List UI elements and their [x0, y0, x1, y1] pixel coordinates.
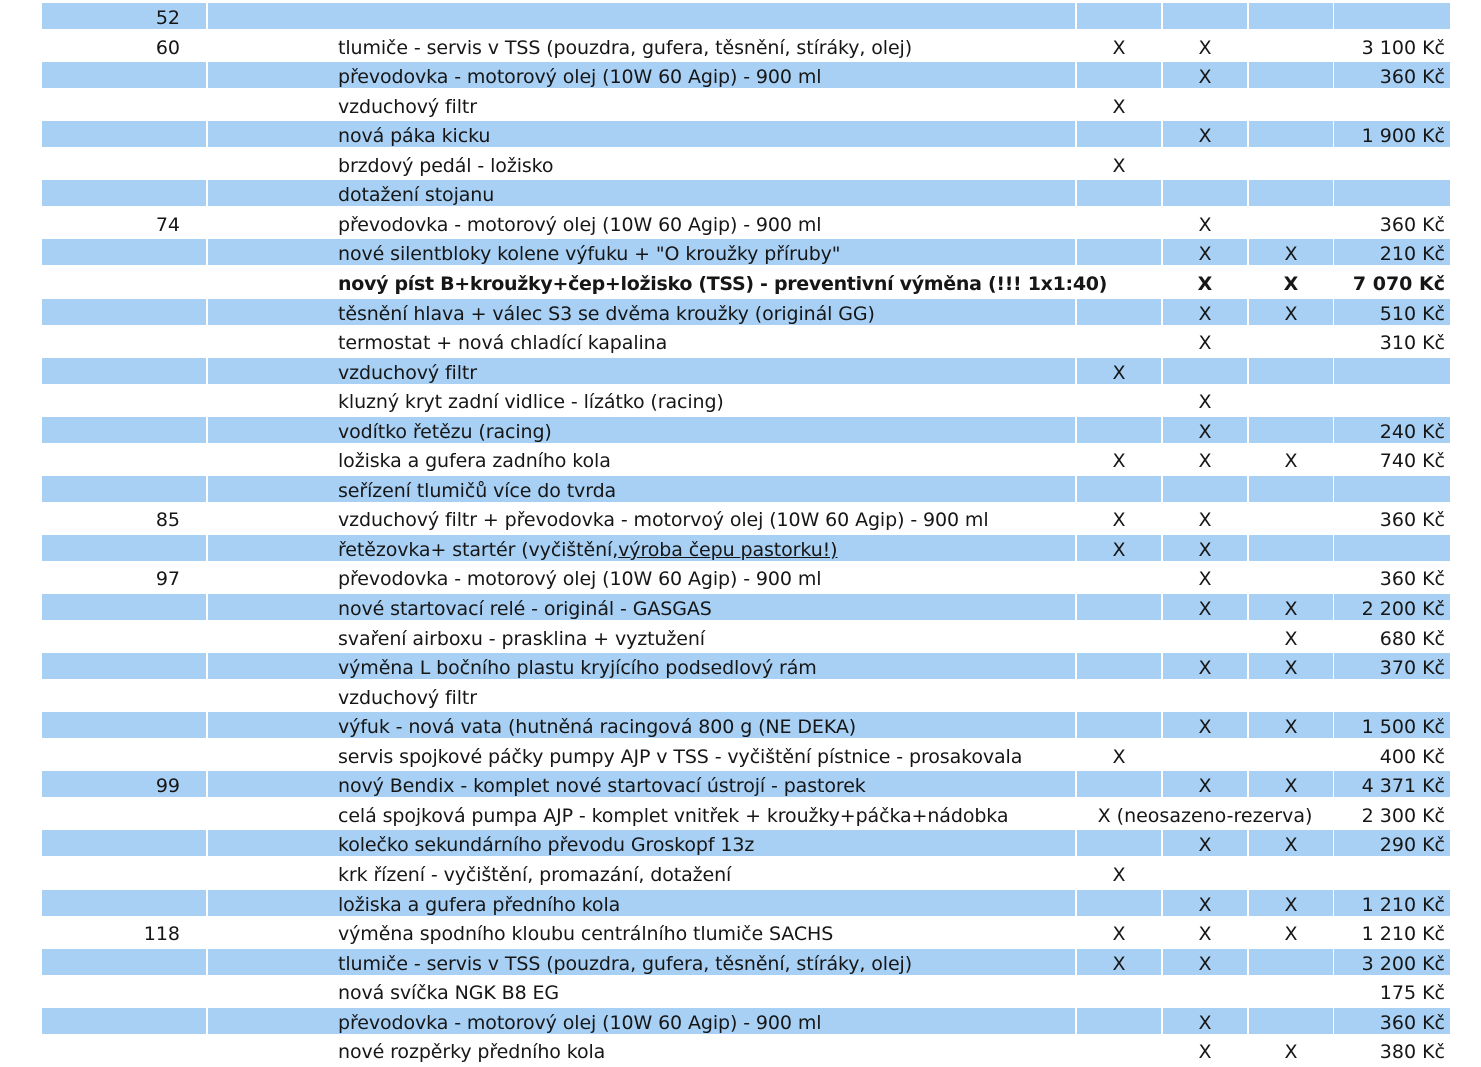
- engine-hours-cell: [42, 387, 206, 413]
- mark-cell-3: [1249, 180, 1333, 206]
- price-cell: 290 Kč: [1334, 830, 1450, 856]
- mark-cell-3: [1249, 387, 1333, 413]
- mark-cell-2: X: [1163, 949, 1247, 975]
- engine-hours-cell: [42, 62, 206, 88]
- mark-cell-2: X: [1198, 568, 1212, 590]
- price-cell: 2 200 Kč: [1334, 594, 1450, 620]
- table-row: [42, 742, 1450, 768]
- engine-hours-cell: [42, 151, 206, 177]
- description-cell: krk řízení - vyčištění, promazání, dotažení: [338, 864, 732, 886]
- mark-cell-1: [1077, 3, 1161, 29]
- description-cell: převodovka - motorový olej (10W 60 Agip) - 900 ml: [208, 1008, 1075, 1034]
- table-row: [42, 860, 1450, 886]
- mark-cell-2: [1163, 3, 1247, 29]
- mark-cell-1: X: [1112, 155, 1126, 177]
- mark-cell-2: X: [1163, 890, 1247, 916]
- mark-cell-1: [1077, 890, 1161, 916]
- price-cell: 360 Kč: [1379, 568, 1445, 590]
- engine-hours-cell: [42, 949, 206, 975]
- description-cell: [208, 3, 1075, 29]
- table-row: [42, 269, 1450, 295]
- price-cell: 360 Kč: [1334, 62, 1450, 88]
- table-row: [42, 210, 1450, 236]
- description-cell: svaření airboxu - prasklina + vyztužení: [338, 628, 705, 650]
- engine-hours-cell: 74: [155, 214, 180, 236]
- mark-cell-2: X: [1163, 830, 1247, 856]
- mark-cell-2: X: [1163, 653, 1247, 679]
- mark-cell-1: [1077, 180, 1161, 206]
- mark-cell-1: [1077, 239, 1161, 265]
- mark-cell-1: X: [1077, 949, 1161, 975]
- mark-cell-2: X: [1163, 535, 1247, 561]
- mark-cell-1: [1077, 1008, 1161, 1034]
- table-row: [42, 387, 1450, 413]
- mark-cell-3: [1249, 978, 1333, 1004]
- mark-cell-3: [1249, 683, 1333, 709]
- mark-cell-2: [1163, 358, 1247, 384]
- description-cell: celá spojková pumpa AJP - komplet vnitřek + kroužky+páčka+nádobka: [338, 805, 1009, 827]
- price-cell: 360 Kč: [1379, 214, 1445, 236]
- table-row: [42, 624, 1450, 650]
- mark-cell-2: X: [1163, 1008, 1247, 1034]
- engine-hours-cell: [42, 801, 206, 827]
- description-cell: výměna spodního kloubu centrálního tlumiče SACHS: [338, 923, 834, 945]
- mark-cell-3: [1249, 564, 1333, 590]
- engine-hours-cell: [42, 535, 206, 561]
- mark-cell-1: X: [1077, 358, 1161, 384]
- reserve-note: X (neosazeno-rezerva): [1097, 805, 1313, 827]
- price-cell: [1334, 860, 1450, 886]
- description-cell: nová páka kicku: [208, 121, 1075, 147]
- table-row: [42, 476, 1450, 502]
- table-row: [42, 949, 1450, 975]
- description-cell: vodítko řetězu (racing): [208, 417, 1075, 443]
- engine-hours-cell: [42, 742, 206, 768]
- description-cell: vzduchový filtr: [208, 358, 1075, 384]
- engine-hours-cell: [42, 417, 206, 443]
- table-row: [42, 505, 1450, 531]
- mark-cell-3: [1249, 328, 1333, 354]
- mark-cell-1: [1077, 476, 1161, 502]
- engine-hours-cell: [42, 446, 206, 472]
- mark-cell-2: [1163, 860, 1247, 886]
- engine-hours-cell: [42, 269, 206, 295]
- description-cell: nová svíčka NGK B8 EG: [338, 982, 560, 1004]
- engine-hours-cell: [42, 890, 206, 916]
- table-row: [42, 417, 1450, 443]
- table-row: [42, 299, 1450, 325]
- engine-hours-cell: 85: [155, 509, 180, 531]
- mark-cell-3: X: [1249, 299, 1333, 325]
- description-cell: seřízení tlumičů více do tvrda: [208, 476, 1075, 502]
- table-row: [42, 62, 1450, 88]
- mark-cell-3: [1249, 62, 1333, 88]
- engine-hours-cell: [42, 1037, 206, 1063]
- mark-cell-2: X: [1198, 509, 1212, 531]
- table-row: [42, 978, 1450, 1004]
- mark-cell-2: [1163, 742, 1247, 768]
- engine-hours-cell: [42, 358, 206, 384]
- mark-cell-3: [1249, 505, 1333, 531]
- description-cell: výměna L bočního plastu kryjícího podsedlový rám: [208, 653, 1075, 679]
- table-row: [42, 683, 1450, 709]
- description-cell: převodovka - motorový olej (10W 60 Agip) - 900 ml: [338, 214, 822, 236]
- mark-cell-2: X: [1198, 450, 1212, 472]
- mark-cell-1: [1077, 771, 1161, 797]
- mark-cell-3: X: [1284, 923, 1298, 945]
- engine-hours-cell: 97: [155, 568, 180, 590]
- mark-cell-3: [1249, 476, 1333, 502]
- engine-hours-cell: [42, 1008, 206, 1034]
- price-cell: [1334, 535, 1450, 561]
- mark-cell-1: [1077, 62, 1161, 88]
- engine-hours-cell: [42, 239, 206, 265]
- price-cell: 680 Kč: [1379, 628, 1445, 650]
- mark-cell-2: X: [1163, 239, 1247, 265]
- price-cell: 2 300 Kč: [1361, 805, 1445, 827]
- description-cell: servis spojkové páčky pumpy AJP v TSS - vyčištění pístnice - prosakovala: [338, 746, 1023, 768]
- table-row: [42, 328, 1450, 354]
- description-cell: dotažení stojanu: [208, 180, 1075, 206]
- mark-cell-3: X: [1283, 273, 1299, 295]
- mark-cell-1: [1077, 387, 1161, 413]
- mark-cell-2: X: [1198, 1041, 1212, 1063]
- mark-cell-3: [1249, 417, 1333, 443]
- mark-cell-2: [1163, 476, 1247, 502]
- price-cell: [1334, 476, 1450, 502]
- mark-cell-2: [1163, 151, 1247, 177]
- mark-cell-1: X: [1112, 864, 1126, 886]
- description-cell: ložiska a gufera předního kola: [208, 890, 1075, 916]
- price-cell: 360 Kč: [1379, 509, 1445, 531]
- mark-cell-2: X: [1198, 391, 1212, 413]
- mark-cell-3: X: [1249, 653, 1333, 679]
- price-cell: 210 Kč: [1334, 239, 1450, 265]
- table-row: [42, 239, 1450, 265]
- mark-cell-3: [1249, 535, 1333, 561]
- mark-cell-1: [1077, 269, 1161, 295]
- description-cell: nový píst B+kroužky+čep+ložisko (TSS) - preventivní výměna (!!! 1x1:40): [338, 273, 1108, 295]
- description-cell: vzduchový filtr + převodovka - motorvoý olej (10W 60 Agip) - 900 ml: [338, 509, 989, 531]
- table-row: [42, 33, 1450, 59]
- price-cell: 360 Kč: [1334, 1008, 1450, 1034]
- mark-cell-2: X: [1163, 771, 1247, 797]
- description-cell: převodovka - motorový olej (10W 60 Agip) - 900 ml: [208, 62, 1075, 88]
- price-cell: 310 Kč: [1379, 332, 1445, 354]
- mark-cell-3: X: [1249, 239, 1333, 265]
- engine-hours-cell: [42, 683, 206, 709]
- mark-cell-3: X: [1284, 628, 1298, 650]
- engine-hours-cell: [42, 712, 206, 738]
- mark-cell-1: [1077, 1037, 1161, 1063]
- price-cell: [1334, 387, 1450, 413]
- price-cell: 1 900 Kč: [1334, 121, 1450, 147]
- price-cell: 1 210 Kč: [1334, 890, 1450, 916]
- mark-cell-3: [1249, 151, 1333, 177]
- engine-hours-cell: [42, 860, 206, 886]
- price-cell: [1334, 92, 1450, 118]
- description-cell: výfuk - nová vata (hutněná racingová 800 g (NE DEKA): [208, 712, 1075, 738]
- description-cell: převodovka - motorový olej (10W 60 Agip) - 900 ml: [338, 568, 822, 590]
- description-cell: tlumiče - servis v TSS (pouzdra, gufera, těsnění, stíráky, olej): [338, 37, 913, 59]
- mark-cell-1: X: [1112, 746, 1126, 768]
- mark-cell-2: [1163, 92, 1247, 118]
- engine-hours-cell: [42, 299, 206, 325]
- table-row: [42, 180, 1450, 206]
- mark-cell-2: X: [1163, 299, 1247, 325]
- price-cell: [1334, 683, 1450, 709]
- description-cell: kolečko sekundárního převodu Groskopf 13z: [208, 830, 1075, 856]
- mark-cell-1: [1077, 712, 1161, 738]
- price-cell: [1334, 151, 1450, 177]
- mark-cell-3: X: [1284, 450, 1298, 472]
- mark-cell-1: [1077, 594, 1161, 620]
- table-row: [42, 564, 1450, 590]
- mark-cell-3: [1249, 33, 1333, 59]
- mark-cell-3: [1249, 358, 1333, 384]
- description-underlined-text: výroba čepu pastorku!): [618, 539, 838, 561]
- mark-cell-3: X: [1249, 594, 1333, 620]
- description-cell: nové silentbloky kolene výfuku + "O kroužky příruby": [208, 239, 1075, 265]
- mark-cell-3: X: [1249, 890, 1333, 916]
- price-cell: 175 Kč: [1379, 982, 1445, 1004]
- mark-cell-3: [1249, 1008, 1333, 1034]
- engine-hours-cell: [42, 180, 206, 206]
- mark-cell-2: X: [1163, 712, 1247, 738]
- mark-cell-3: X: [1284, 1041, 1298, 1063]
- table-row: [42, 653, 1450, 679]
- engine-hours-cell: 118: [143, 923, 180, 945]
- mark-cell-3: X: [1249, 830, 1333, 856]
- price-cell: 240 Kč: [1334, 417, 1450, 443]
- price-cell: 510 Kč: [1334, 299, 1450, 325]
- description-cell: nový Bendix - komplet nové startovací ústrojí - pastorek: [208, 771, 1075, 797]
- description-cell: vzduchový filtr: [338, 687, 477, 709]
- description-cell: ložiska a gufera zadního kola: [338, 450, 611, 472]
- mark-cell-2: X: [1198, 37, 1212, 59]
- mark-cell-1: X: [1112, 96, 1126, 118]
- price-cell: 7 070 Kč: [1352, 273, 1445, 295]
- mark-cell-2: X: [1163, 417, 1247, 443]
- table-row: [42, 358, 1450, 384]
- description-cell: nové rozpěrky předního kola: [338, 1041, 606, 1063]
- mark-cell-1: [1077, 653, 1161, 679]
- price-cell: 3 200 Kč: [1334, 949, 1450, 975]
- table-row: [42, 712, 1450, 738]
- engine-hours-cell: [42, 653, 206, 679]
- mark-cell-1: [1077, 328, 1161, 354]
- engine-hours-cell: [42, 594, 206, 620]
- mark-cell-2: X: [1163, 121, 1247, 147]
- mark-cell-1: X: [1112, 450, 1126, 472]
- description-cell: kluzný kryt zadní vidlice - lízátko (racing): [338, 391, 724, 413]
- price-cell: [1334, 3, 1450, 29]
- mark-cell-1: X: [1112, 37, 1126, 59]
- description-cell: brzdový pedál - ložisko: [338, 155, 554, 177]
- mark-cell-1: [1077, 210, 1161, 236]
- mark-cell-3: X: [1249, 712, 1333, 738]
- engine-hours-cell: 99: [42, 771, 206, 797]
- mark-cell-1: [1077, 417, 1161, 443]
- table-row: [42, 121, 1450, 147]
- mark-cell-1: [1077, 624, 1161, 650]
- description-cell: tlumiče - servis v TSS (pouzdra, gufera, těsnění, stíráky, olej): [208, 949, 1075, 975]
- engine-hours-cell: [42, 328, 206, 354]
- mark-cell-1: [1077, 299, 1161, 325]
- table-row: [42, 801, 1450, 827]
- table-row: [42, 3, 1450, 29]
- engine-hours-cell: [42, 830, 206, 856]
- mark-cell-3: X: [1249, 771, 1333, 797]
- engine-hours-cell: 52: [42, 3, 206, 29]
- mark-cell-3: [1249, 121, 1333, 147]
- mark-cell-3: [1249, 210, 1333, 236]
- table-row: [42, 151, 1450, 177]
- mark-cell-2: X: [1198, 332, 1212, 354]
- mark-cell-2: [1163, 978, 1247, 1004]
- description-cell: těsnění hlava + válec S3 se dvěma kroužky (originál GG): [208, 299, 1075, 325]
- description-cell: termostat + nová chladící kapalina: [338, 332, 668, 354]
- table-row: [42, 446, 1450, 472]
- price-cell: 1 210 Kč: [1361, 923, 1445, 945]
- description-cell: [208, 535, 1075, 561]
- engine-hours-cell: [42, 92, 206, 118]
- engine-hours-cell: [42, 476, 206, 502]
- mark-cell-3: [1249, 3, 1333, 29]
- mark-cell-2: [1163, 180, 1247, 206]
- description-cell: nové startovací relé - originál - GASGAS: [208, 594, 1075, 620]
- table-row: [42, 919, 1450, 945]
- table-row: [42, 594, 1450, 620]
- description-cell: vzduchový filtr: [338, 96, 477, 118]
- table-row: [42, 535, 1450, 561]
- engine-hours-cell: 60: [155, 37, 180, 59]
- mark-cell-2: X: [1198, 923, 1212, 945]
- table-row: [42, 771, 1450, 797]
- mark-cell-2: [1163, 683, 1247, 709]
- price-cell: [1334, 358, 1450, 384]
- mark-cell-3: [1249, 949, 1333, 975]
- mark-cell-2: [1163, 624, 1247, 650]
- price-cell: 370 Kč: [1334, 653, 1450, 679]
- price-cell: 400 Kč: [1379, 746, 1445, 768]
- price-cell: 380 Kč: [1379, 1041, 1445, 1063]
- table-row: [42, 1037, 1450, 1063]
- mark-cell-1: X: [1112, 923, 1126, 945]
- mark-cell-2: X: [1197, 273, 1213, 295]
- mark-cell-2: X: [1163, 62, 1247, 88]
- mark-cell-1: [1077, 978, 1161, 1004]
- price-cell: 3 100 Kč: [1361, 37, 1445, 59]
- engine-hours-cell: [42, 624, 206, 650]
- mark-cell-2: X: [1163, 594, 1247, 620]
- table-row: [42, 830, 1450, 856]
- mark-cell-3: [1249, 92, 1333, 118]
- price-cell: 740 Kč: [1379, 450, 1445, 472]
- mark-cell-2: X: [1198, 214, 1212, 236]
- table-row: [42, 1008, 1450, 1034]
- engine-hours-cell: [42, 978, 206, 1004]
- mark-cell-1: [1077, 121, 1161, 147]
- table-row: [42, 92, 1450, 118]
- mark-cell-1: [1077, 683, 1161, 709]
- price-cell: [1334, 180, 1450, 206]
- table-row: [42, 890, 1450, 916]
- mark-cell-1: [1077, 564, 1161, 590]
- price-cell: 4 371 Kč: [1334, 771, 1450, 797]
- mark-cell-1: X: [1112, 509, 1126, 531]
- engine-hours-cell: [42, 121, 206, 147]
- mark-cell-1: X: [1077, 535, 1161, 561]
- price-cell: 1 500 Kč: [1334, 712, 1450, 738]
- mark-cell-3: [1249, 860, 1333, 886]
- description-text: řetězovka+ startér (vyčištění,: [338, 539, 619, 561]
- mark-cell-3: [1249, 742, 1333, 768]
- mark-cell-1: [1077, 830, 1161, 856]
